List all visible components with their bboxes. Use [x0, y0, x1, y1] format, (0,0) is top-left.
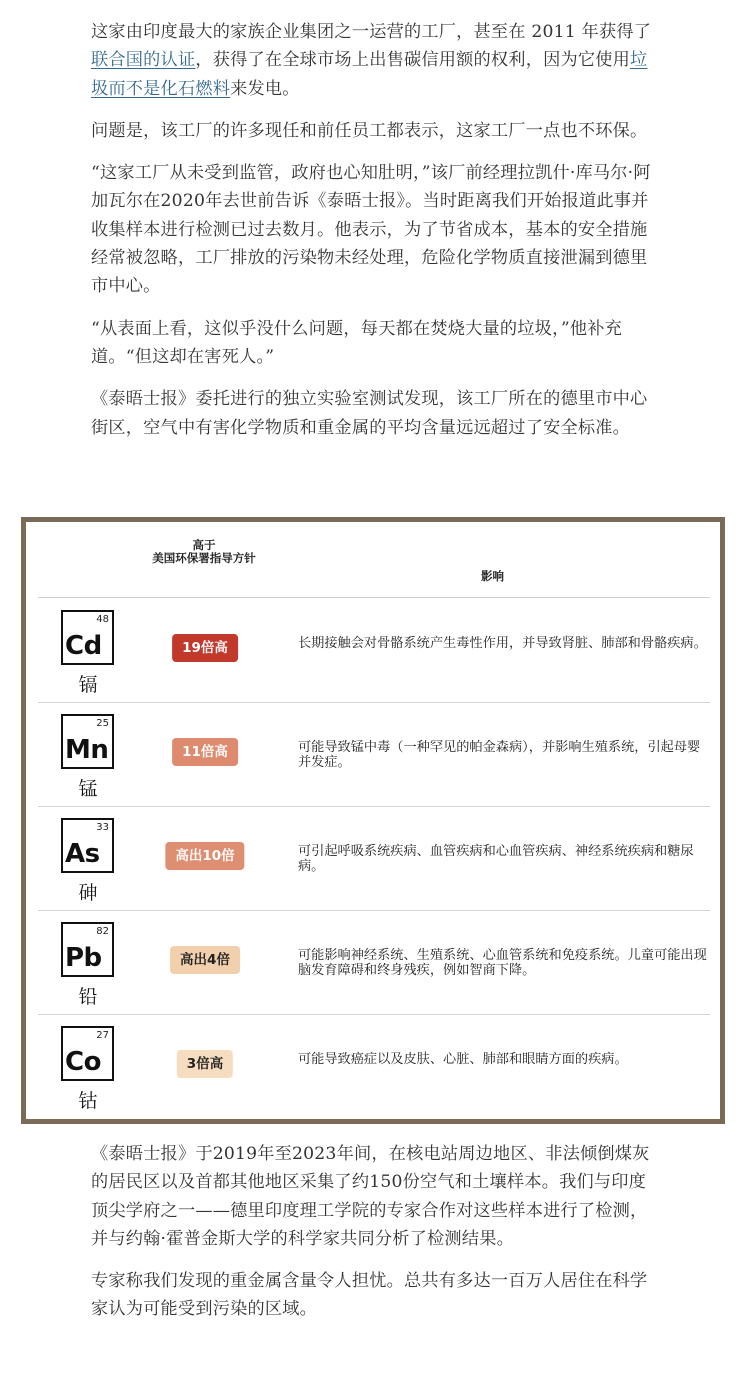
exceedance-badge: 11倍高 — [172, 738, 238, 766]
paragraph-outro-1: 《泰晤士报》于2019年至2023年间，在核电站周边地区、非法倾倒煤灰的居民区以及首都其他地区采集了约150份空气和土壤样本。我们与印度顶尖学府之一——德里印度理工学院的专家合作对这些样本进行了检测，并与约翰·霍普金斯大学的科学家共同分析了检测结果。 — [91, 1144, 650, 1249]
exceedance-badge: 19倍高 — [172, 634, 238, 662]
element-symbol: Pb — [65, 943, 102, 973]
paragraph-intro-2: 问题是，该工厂的许多现任和前任员工都表示，这家工厂一点也不环保。 — [91, 120, 648, 141]
element-name: 锰 — [78, 778, 98, 800]
paragraph-text: ，获得了在全球市场上出售碳信用额的权利，因为它使用 — [195, 50, 631, 71]
element-tile — [61, 610, 114, 665]
element-name: 钴 — [78, 1090, 98, 1112]
element-tile — [61, 922, 114, 977]
table-row — [38, 598, 710, 703]
exceedance-badge: 高出4倍 — [170, 946, 240, 974]
health-effect-text: 可能影响神经系统、生殖系统、心血管系统和免疫系统。儿童可能出现脑发育障碍和终身残疾，例如智商下降。 — [298, 948, 707, 978]
element-symbol: Co — [65, 1047, 101, 1077]
paragraph-outro-2: 专家称我们发现的重金属含量令人担忧。总共有多达一百万人居住在科学家认为可能受到污染的区域。 — [91, 1271, 648, 1320]
element-name: 镉 — [78, 674, 98, 696]
atomic-number: 82 — [96, 926, 109, 937]
paragraph-text: 来发电。 — [230, 78, 300, 99]
table-row — [38, 702, 710, 807]
element-tile — [61, 714, 114, 769]
column-header-ratio-line: 美国环保署指导方针 — [152, 551, 256, 565]
element-tile — [61, 1026, 114, 1081]
atomic-number: 27 — [96, 1030, 109, 1041]
paragraph-text: 这家由印度最大的家族企业集团之一运营的工厂，甚至在 2011 年获得了 — [91, 22, 652, 42]
health-effect-text: 可能导致癌症以及皮肤、心脏、肺部和眼睛方面的疾病。 — [298, 1052, 628, 1067]
paragraph-intro-3: “这家工厂从未受到监管，政府也心知肚明，”该厂前经理拉凯什·库马尔·阿加瓦尔在2020年去世前告诉《泰晤士报》。当时距离我们开始报道此事并收集样本进行检测已过去数月。他表示，为了节省成本，基本的安全措施经常被忽略，工厂排放的污染物未经处理，危险化学物质直接泄漏到德里市中心。 — [91, 163, 651, 297]
paragraph-intro-4: “从表面上看，这似乎没什么问题，每天都在焚烧大量的垃圾，”他补充道。“但这却在害死人。” — [91, 318, 623, 367]
element-symbol: Mn — [65, 735, 109, 765]
atomic-number: 25 — [96, 718, 109, 729]
element-name: 铅 — [78, 986, 98, 1008]
element-symbol: As — [65, 839, 100, 869]
element-symbol: Cd — [65, 631, 102, 661]
paragraph-intro-5: 《泰晤士报》委托进行的独立实验室测试发现，该工厂所在的德里市中心街区，空气中有害化学物质和重金属的平均含量远远超过了安全标准。 — [91, 389, 648, 438]
article-intro — [91, 18, 661, 456]
health-effect-text: 可能导致锰中毒（一种罕见的帕金森病），并影响生殖系统，引起母婴并发症。 — [298, 740, 701, 770]
table-row — [38, 806, 710, 911]
element-tile — [61, 818, 114, 873]
table-row — [38, 1014, 710, 1118]
column-header-effect: 影响 — [481, 569, 504, 583]
exceedance-badge: 高出10倍 — [165, 842, 244, 870]
exceedance-badge: 3倍高 — [177, 1050, 233, 1078]
column-header-ratio — [144, 539, 264, 565]
link-garbage-not-fossil-fuel[interactable]: 垃圾而不是化石燃料 — [91, 50, 648, 99]
column-header-ratio-line: 高于 — [192, 538, 216, 552]
atomic-number: 48 — [96, 614, 109, 625]
element-name: 砷 — [78, 882, 98, 904]
table-row — [38, 910, 710, 1015]
atomic-number: 33 — [96, 822, 109, 833]
heavy-metals-table — [21, 517, 725, 1124]
article-outro — [91, 1140, 661, 1338]
paragraph-intro-1 — [91, 18, 661, 103]
health-effect-text: 可引起呼吸系统疾病、血管疾病和心血管疾病、神经系统疾病和糖尿病。 — [298, 844, 694, 874]
health-effect-text: 长期接触会对骨骼系统产生毒性作用，并导致肾脏、肺部和骨骼疾病。 — [298, 636, 707, 651]
link-un-certification[interactable]: 联合国的认证 — [91, 50, 196, 71]
